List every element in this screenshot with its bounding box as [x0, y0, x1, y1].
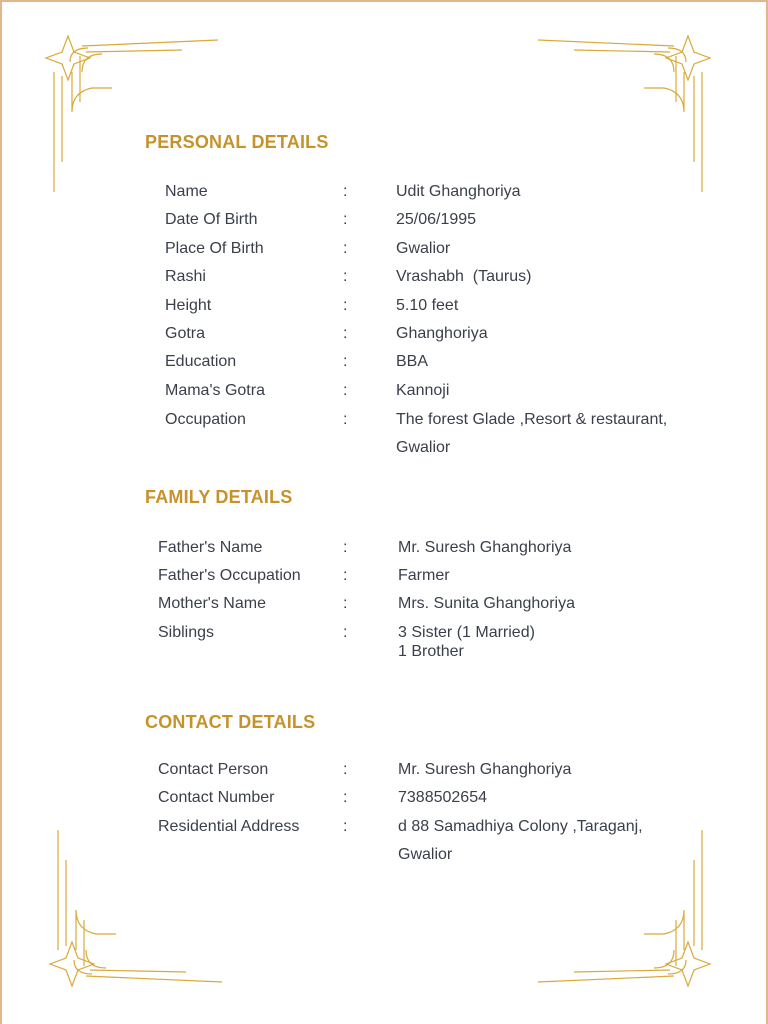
- colon-separator: :: [343, 211, 348, 228]
- detail-value: 5.10 feet: [396, 297, 459, 314]
- detail-value: Gwalior: [396, 240, 451, 257]
- detail-value: 3 Sister (1 Married): [398, 624, 535, 641]
- detail-label: Siblings: [158, 624, 215, 641]
- detail-value: 1 Brother: [398, 643, 464, 660]
- detail-label: Contact Person: [158, 761, 269, 778]
- detail-label: Father's Occupation: [158, 567, 301, 584]
- detail-label: Place Of Birth: [165, 240, 264, 257]
- colon-separator: :: [343, 761, 348, 778]
- detail-label: Occupation: [165, 411, 246, 428]
- detail-value: BBA: [396, 353, 429, 370]
- colon-separator: :: [343, 595, 348, 612]
- detail-value: Kannoji: [396, 382, 450, 399]
- detail-value: Udit Ghanghoriya: [396, 183, 521, 200]
- family-details-heading: FAMILY DETAILS: [145, 487, 293, 507]
- colon-separator: :: [343, 539, 348, 556]
- detail-label: Gotra: [165, 325, 206, 342]
- contact-details-heading: CONTACT DETAILS: [145, 712, 316, 732]
- detail-label: Height: [165, 297, 212, 314]
- colon-separator: :: [343, 353, 348, 370]
- colon-separator: :: [343, 268, 348, 285]
- colon-separator: :: [343, 297, 348, 314]
- detail-label: Date Of Birth: [165, 211, 258, 228]
- detail-value: Ghanghoriya: [396, 325, 488, 342]
- detail-label: Father's Name: [158, 539, 263, 556]
- detail-value: Mrs. Sunita Ghanghoriya: [398, 595, 575, 612]
- colon-separator: :: [343, 325, 348, 342]
- detail-value: Mr. Suresh Ghanghoriya: [398, 761, 572, 778]
- detail-label: Name: [165, 183, 208, 200]
- colon-separator: :: [343, 382, 348, 399]
- detail-value: 7388502654: [398, 789, 487, 806]
- detail-value: Vrashabh (Taurus): [396, 268, 532, 285]
- detail-value: 25/06/1995: [396, 211, 477, 228]
- colon-separator: :: [343, 818, 348, 835]
- detail-label: Rashi: [165, 268, 206, 285]
- corner-ornament-icon: [534, 820, 714, 990]
- detail-value: Mr. Suresh Ghanghoriya: [398, 539, 572, 556]
- detail-value: Farmer: [398, 567, 450, 584]
- detail-label: Contact Number: [158, 789, 275, 806]
- personal-details-heading: PERSONAL DETAILS: [145, 132, 329, 152]
- detail-label: Mother's Name: [158, 595, 266, 612]
- corner-ornament-icon: [42, 32, 222, 202]
- detail-label: Residential Address: [158, 818, 300, 835]
- colon-separator: :: [343, 240, 348, 257]
- detail-value: Gwalior: [398, 846, 453, 863]
- colon-separator: :: [343, 624, 348, 641]
- colon-separator: :: [343, 567, 348, 584]
- detail-value: The forest Glade ,Resort & restaurant,: [396, 411, 668, 428]
- colon-separator: :: [343, 411, 348, 428]
- corner-ornament-icon: [46, 820, 226, 990]
- detail-label: Mama's Gotra: [165, 382, 265, 399]
- colon-separator: :: [343, 789, 348, 806]
- detail-value: d 88 Samadhiya Colony ,Taraganj,: [398, 818, 643, 835]
- corner-ornament-icon: [534, 32, 714, 202]
- detail-label: Education: [165, 353, 237, 370]
- detail-value: Gwalior: [396, 439, 451, 456]
- colon-separator: :: [343, 183, 348, 200]
